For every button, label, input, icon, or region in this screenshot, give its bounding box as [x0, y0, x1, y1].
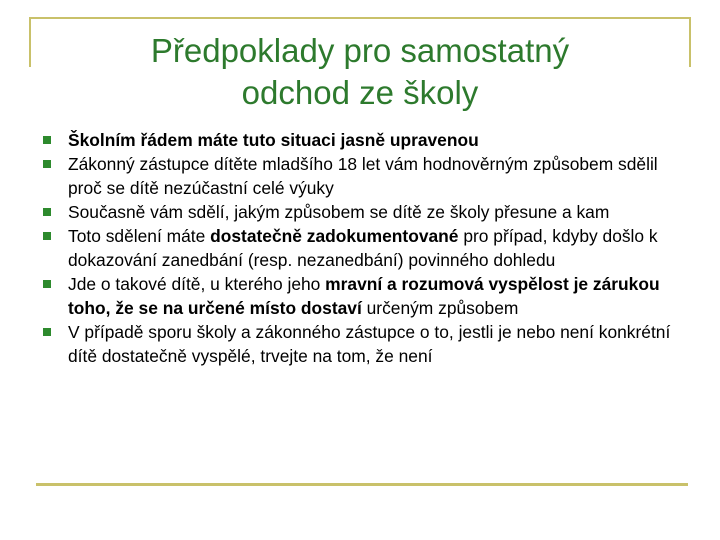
bullet-text: Toto sdělení máte — [68, 226, 211, 246]
bottom-rule-line — [36, 483, 688, 486]
bullet-item — [40, 128, 690, 152]
title-frame-right-line — [689, 17, 691, 67]
square-bullet-icon — [43, 280, 51, 288]
square-bullet-icon — [43, 160, 51, 168]
slide-title-line-2: odchod ze školy — [241, 74, 479, 111]
bullet-item — [40, 152, 690, 200]
slide-title-line-1: Předpoklady pro samostatný — [150, 32, 570, 69]
bullet-item — [40, 272, 690, 320]
square-bullet-icon — [43, 136, 51, 144]
bullet-item — [40, 224, 690, 272]
bullet-text: pro případ, kdyby došlo k dokazování zanedbání (resp. nezanedbání) povinného dohledu — [68, 226, 658, 270]
bullet-text: Zákonný zástupce dítěte mladšího 18 let vám hodnověrným způsobem sdělil proč se dítě nezúčastní celé výuky — [68, 154, 658, 198]
bullet-text-bold: mravní a rozumová vyspělost je zárukou toho, že se na určené místo dostaví — [68, 274, 660, 318]
bullet-text: Jde o takové dítě, u kterého jeho — [68, 274, 326, 294]
slide-title — [60, 30, 660, 114]
bullet-text: určeným způsobem — [361, 298, 519, 318]
square-bullet-icon — [43, 328, 51, 336]
title-frame-left-line — [29, 17, 31, 67]
bullet-list — [40, 128, 690, 368]
square-bullet-icon — [43, 208, 51, 216]
bullet-item — [40, 200, 690, 224]
bullet-text-bold: dostatečně zadokumentované — [210, 226, 459, 246]
bullet-text: Současně vám sdělí, jakým způsobem se dítě ze školy přesune a kam — [68, 202, 610, 222]
bullet-item — [40, 320, 690, 368]
title-frame-top-line — [29, 17, 691, 19]
bullet-text: V případě sporu školy a zákonného zástupce o to, jestli je nebo není konkrétní dítě dostatečně vyspělé, trvejte na tom, že není — [68, 322, 671, 366]
bullet-text-bold: Školním řádem máte tuto situaci jasně upravenou — [68, 130, 479, 150]
square-bullet-icon — [43, 232, 51, 240]
